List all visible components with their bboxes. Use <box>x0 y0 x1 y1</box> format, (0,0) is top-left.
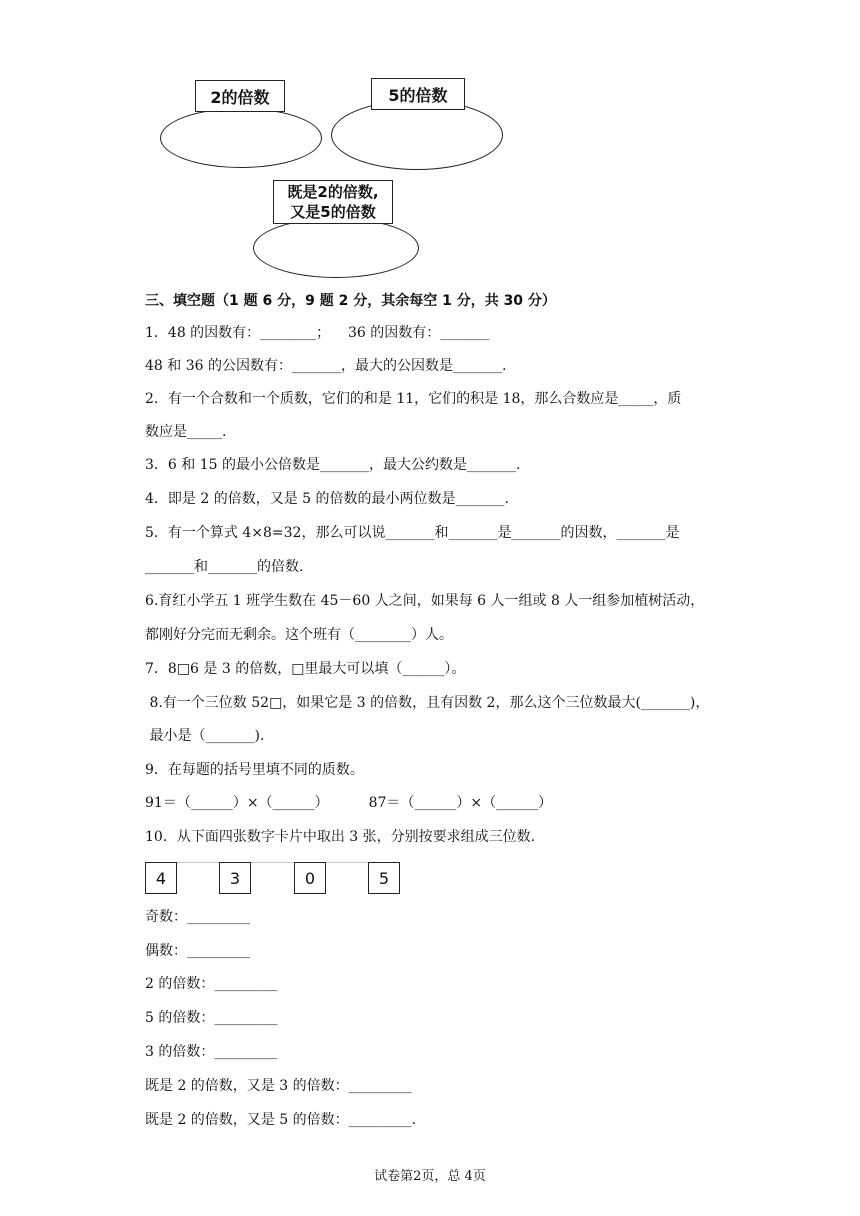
answer-multiple-2: 2 的倍数：_________ <box>145 976 278 992</box>
section-heading: 三、填空题（1 题 6 分，9 题 2 分，其余每空 1 分，共 30 分） <box>145 293 556 309</box>
ellipse-multiples-of-2 <box>160 108 322 168</box>
label-multiples-of-2-and-5 <box>273 180 393 224</box>
question-9-equations: 91＝（______）×（______） 87＝（______）×（______） <box>145 795 553 811</box>
page-footer: 试卷第2页，总 4页 <box>374 1169 486 1184</box>
question-1: 1．48 的因数有：________； 36 的因数有：_______ <box>145 325 490 341</box>
card-strip-line <box>145 862 397 863</box>
label-multiples-of-5: 5的倍数 <box>371 78 465 110</box>
question-7: 7．8□6 是 3 的倍数，□里最大可以填（______）。 <box>145 661 466 677</box>
question-6: 6.育红小学五 1 班学生数在 45－60 人之间，如果每 6 人一组或 8 人一组参加植树活动， <box>145 593 705 609</box>
question-3: 3．6 和 15 的最小公倍数是_______，最大公约数是_______. <box>145 457 521 473</box>
label-multiples-of-2: 2的倍数 <box>195 80 285 112</box>
answer-odd: 奇数：_________ <box>145 909 250 925</box>
question-2-cont: 数应是_____. <box>145 424 227 440</box>
answer-even: 偶数：_________ <box>145 943 250 959</box>
question-6-cont: 都刚好分完而无剩余。这个班有（________）人。 <box>145 627 453 643</box>
question-8-cont: 最小是（_______). <box>145 728 265 744</box>
digit-card-4: 4 <box>145 862 177 894</box>
answer-multiple-2-and-5: 既是 2 的倍数，又是 5 的倍数：_________. <box>145 1112 417 1128</box>
question-5-cont: _______和_______的倍数. <box>145 559 304 575</box>
answer-multiple-2-and-3: 既是 2 的倍数，又是 3 的倍数：_________ <box>145 1078 412 1094</box>
answer-multiple-3: 3 的倍数：_________ <box>145 1044 278 1060</box>
digit-card-5: 5 <box>368 862 400 894</box>
digit-card-0: 0 <box>294 862 326 894</box>
question-1-cont: 48 和 36 的公因数有：_______，最大的公因数是_______. <box>145 358 507 374</box>
question-4: 4．即是 2 的倍数，又是 5 的倍数的最小两位数是_______. <box>145 491 509 507</box>
label-line-2: 又是5的倍数 <box>290 203 376 221</box>
question-5: 5．有一个算式 4×8=32，那么可以说_______和_______是_______的因数，_______是 <box>145 525 680 541</box>
ellipse-multiples-of-2-and-5 <box>253 218 419 278</box>
question-10: 10．从下面四张数字卡片中取出 3 张，分别按要求组成三位数. <box>145 829 536 845</box>
ellipse-multiples-of-5 <box>331 100 503 170</box>
question-2: 2．有一个合数和一个质数，它们的和是 11，它们的积是 18，那么合数应是_____，质 <box>145 391 682 407</box>
digit-card-3: 3 <box>219 862 251 894</box>
question-9: 9．在每题的括号里填不同的质数。 <box>145 762 364 778</box>
answer-multiple-5: 5 的倍数：_________ <box>145 1010 278 1026</box>
label-line-1: 既是2的倍数, <box>287 183 379 201</box>
question-8: 8.有一个三位数 52□，如果它是 3 的倍数，且有因数 2，那么这个三位数最大(_______)， <box>145 695 710 711</box>
